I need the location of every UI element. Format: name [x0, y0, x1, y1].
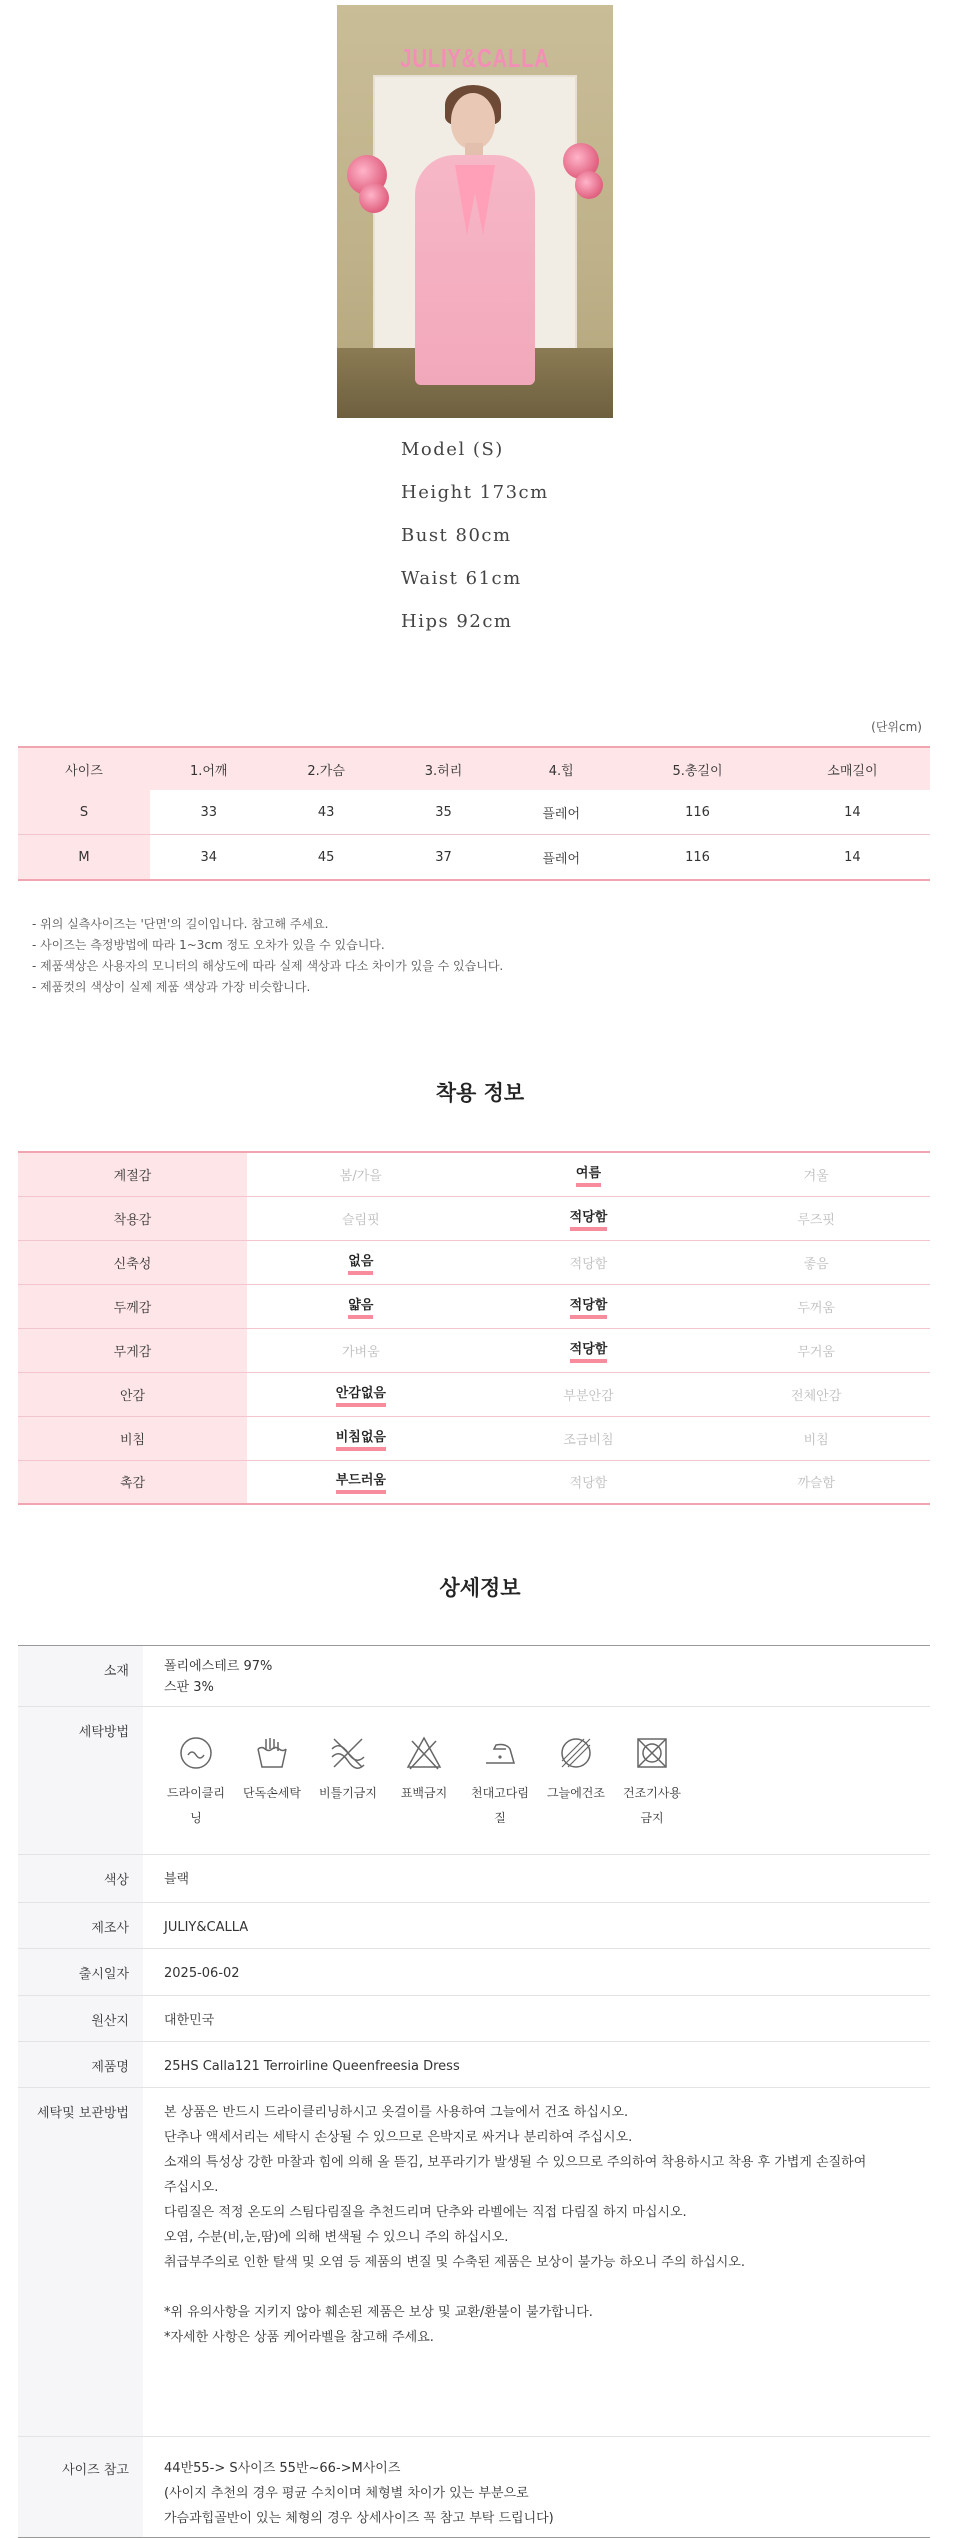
care-label: 단독손세탁 — [243, 1786, 301, 1800]
caution-line: *자세한 사항은 상품 케어라벨을 참고해 주세요. — [164, 2330, 434, 2345]
size-cell: 35 — [385, 790, 502, 835]
size-notes — [32, 914, 503, 998]
fit-option — [247, 1328, 475, 1372]
size-ref-line: (사이지 추천의 경우 평균 수치이며 체형별 차이가 있는 부분으로 — [164, 2486, 529, 2501]
fit-option-label: 봄/가을 — [339, 1168, 382, 1184]
size-unit: (단위cm) — [871, 720, 922, 734]
fit-option-label: 슬림핏 — [341, 1212, 380, 1228]
fit-option — [247, 1372, 475, 1416]
fit-row — [18, 1284, 930, 1328]
care-item — [164, 1733, 228, 1831]
care-label: 건조기사용금지 — [623, 1786, 681, 1825]
detail-row-care-guide — [18, 2088, 930, 2437]
size-cell: 14 — [775, 835, 930, 881]
fit-option-label: 비침없음 — [336, 1426, 386, 1451]
material-line: 스판 3% — [164, 1680, 214, 1695]
fit-option-label: 두꺼움 — [797, 1300, 835, 1316]
fit-option — [475, 1372, 703, 1416]
care-label: 드라이클리닝 — [167, 1786, 225, 1825]
care-item — [316, 1733, 380, 1831]
size-table-header — [18, 747, 930, 790]
detail-key: 원산지 — [18, 1996, 143, 2041]
detail-value: JULIY&CALLA — [164, 1920, 249, 1935]
detail-row-date — [18, 1949, 930, 1996]
fit-option — [475, 1416, 703, 1460]
detail-value: 대한민국 — [164, 2013, 215, 2028]
fit-option — [702, 1240, 930, 1284]
detail-row-maker — [18, 1903, 930, 1949]
fit-option — [247, 1460, 475, 1504]
fit-option-label: 적당함 — [570, 1294, 608, 1319]
iron-icon — [480, 1733, 520, 1773]
size-label: M — [18, 835, 150, 881]
size-cell: 14 — [775, 790, 930, 835]
care-item — [468, 1733, 532, 1831]
size-ref-line: 44반55-> S사이즈 55반~66->M사이즈 — [164, 2461, 401, 2476]
caution-line: *위 유의사항을 지키지 않아 훼손된 제품은 보상 및 교환/환불이 불가합니다. — [164, 2305, 593, 2320]
no-tumble-dry-icon — [632, 1733, 672, 1773]
detail-info-title: 상세정보 — [439, 1576, 521, 1600]
size-cell: 116 — [620, 790, 775, 835]
caution-line: 취급부주의로 인한 탈색 및 오염 등 제품의 변질 및 수축된 제품은 보상이 불가능 하오니 주의 하십시오. — [164, 2255, 745, 2270]
fit-option — [475, 1328, 703, 1372]
detail-row-care — [18, 1707, 930, 1855]
size-cell: 플레어 — [502, 835, 620, 881]
fit-option — [702, 1460, 930, 1504]
detail-key: 소재 — [18, 1646, 143, 1706]
fit-option-label: 겨울 — [803, 1168, 829, 1184]
note-line: - 위의 실측사이즈는 '단면'의 길이입니다. 참고해 주세요. — [32, 917, 329, 931]
detail-value — [143, 1707, 930, 1854]
material-line: 폴리에스테르 97% — [164, 1659, 273, 1674]
no-wring-icon — [328, 1733, 368, 1773]
fit-row — [18, 1196, 930, 1240]
fit-option-label: 무거움 — [797, 1344, 835, 1360]
fit-option-label: 비침 — [803, 1432, 829, 1448]
detail-info — [18, 1645, 930, 2538]
note-line: - 제품색상은 사용자의 모니터의 해상도에 따라 실제 색상과 다소 차이가 있을 수 있습니다. — [32, 959, 504, 973]
size-cell: 37 — [385, 835, 502, 881]
size-cell: 116 — [620, 835, 775, 881]
fit-option-label: 좋음 — [803, 1256, 829, 1272]
caution-line: 오염, 수분(비,눈,땀)에 의해 변색될 수 있으니 주의 하십시오. — [164, 2230, 509, 2245]
fit-label: 안감 — [18, 1372, 247, 1416]
size-cell: 43 — [267, 790, 384, 835]
caution-line: 단추나 액세서리는 세탁시 손상될 수 있으므로 은박지로 싸거나 분리하여 주십시오. — [164, 2130, 633, 2145]
detail-value: 2025-06-02 — [164, 1966, 240, 1981]
fit-option-label: 없음 — [348, 1250, 373, 1275]
fit-option — [702, 1152, 930, 1196]
fit-option-label: 여름 — [576, 1162, 601, 1187]
model-line: Model (S) — [401, 439, 504, 460]
model-line: Bust 80cm — [401, 525, 512, 546]
size-label: S — [18, 790, 150, 835]
detail-key: 색상 — [18, 1855, 143, 1902]
brand-logo: JULIY&CALLA — [400, 43, 550, 73]
fit-option — [247, 1196, 475, 1240]
fit-option-label: 까슬함 — [797, 1476, 835, 1492]
size-col-header: 소매길이 — [775, 747, 930, 790]
fit-option-label: 전체안감 — [791, 1388, 842, 1404]
detail-row-color — [18, 1855, 930, 1903]
fit-label: 착용감 — [18, 1196, 247, 1240]
fit-row — [18, 1460, 930, 1504]
care-item — [544, 1733, 608, 1831]
fit-option — [702, 1196, 930, 1240]
size-col-header: 1.어깨 — [150, 747, 267, 790]
detail-key: 세탁및 보관방법 — [18, 2088, 143, 2436]
fit-option-label: 적당함 — [569, 1256, 608, 1272]
fit-option-label: 루즈핏 — [797, 1212, 835, 1228]
fit-label: 무게감 — [18, 1328, 247, 1372]
size-col-header: 4.힙 — [502, 747, 620, 790]
fit-row — [18, 1416, 930, 1460]
fit-row — [18, 1240, 930, 1284]
care-label: 그늘에건조 — [547, 1786, 605, 1800]
size-col-header: 5.총길이 — [620, 747, 775, 790]
fit-label: 두께감 — [18, 1284, 247, 1328]
shade-dry-icon — [556, 1733, 596, 1773]
detail-key: 사이즈 참고 — [18, 2437, 143, 2537]
fit-option-label: 적당함 — [570, 1338, 608, 1363]
fit-info-title: 착용 정보 — [435, 1081, 525, 1105]
fit-row — [18, 1372, 930, 1416]
care-label: 비틀기금지 — [319, 1786, 377, 1800]
hand-wash-icon — [252, 1733, 292, 1773]
size-col-header: 3.허리 — [385, 747, 502, 790]
care-icons — [164, 1733, 930, 1831]
fit-row — [18, 1328, 930, 1372]
detail-key: 출시일자 — [18, 1949, 143, 1995]
size-cell: 45 — [267, 835, 384, 881]
caution-line: 주십시오. — [164, 2180, 219, 2195]
fit-option — [247, 1240, 475, 1284]
detail-key: 제조사 — [18, 1903, 143, 1948]
detail-value — [143, 2088, 930, 2436]
size-col-header: 사이즈 — [18, 747, 150, 790]
size-cell: 33 — [150, 790, 267, 835]
fit-option — [702, 1372, 930, 1416]
detail-row-size-ref — [18, 2437, 930, 2538]
detail-key: 세탁방법 — [18, 1707, 143, 1854]
fit-label: 촉감 — [18, 1460, 247, 1504]
fit-label: 신축성 — [18, 1240, 247, 1284]
detail-key: 제품명 — [18, 2042, 143, 2087]
fit-option — [247, 1152, 475, 1196]
fit-option — [702, 1284, 930, 1328]
model-line: Height 173cm — [401, 482, 549, 503]
fit-option — [475, 1284, 703, 1328]
fit-label: 계절감 — [18, 1152, 247, 1196]
detail-row-material — [18, 1646, 930, 1707]
care-label: 천대고다림질 — [471, 1786, 529, 1825]
table-row — [18, 790, 930, 835]
detail-value — [143, 2437, 930, 2537]
fit-option-label: 조금비침 — [563, 1432, 614, 1448]
fit-option — [475, 1152, 703, 1196]
note-line: - 사이즈는 측정방법에 따라 1~3cm 정도 오차가 있을 수 있습니다. — [32, 938, 385, 952]
caution-line: 소재의 특성상 강한 마찰과 힘에 의해 올 뜯김, 보푸라기가 발생될 수 있으므로 주의하여 착용하시고 착용 후 가볍게 손질하여 — [164, 2155, 867, 2170]
detail-row-origin — [18, 1996, 930, 2042]
fit-option — [475, 1460, 703, 1504]
care-item — [392, 1733, 456, 1831]
caution-line: 다림질은 적정 온도의 스팀다림질을 추천드리며 단추와 라벨에는 직접 다림질 하지 마십시오. — [164, 2205, 687, 2220]
fit-option-label: 부분안감 — [563, 1388, 614, 1404]
fit-row — [18, 1152, 930, 1196]
model-line: Hips 92cm — [401, 611, 513, 632]
fit-option-label: 안감없음 — [336, 1382, 386, 1407]
fit-option-label: 부드러움 — [336, 1469, 386, 1494]
fit-option — [702, 1416, 930, 1460]
size-ref-line: 가슴과힙골반이 있는 체형의 경우 상세사이즈 꼭 참고 부탁 드립니다) — [164, 2511, 554, 2526]
size-cell: 플레어 — [502, 790, 620, 835]
fit-option — [475, 1196, 703, 1240]
no-bleach-icon — [404, 1733, 444, 1773]
care-item — [240, 1733, 304, 1831]
fit-option — [247, 1284, 475, 1328]
model-info — [401, 440, 549, 655]
fit-label: 비침 — [18, 1416, 247, 1460]
fit-info-table — [18, 1151, 930, 1505]
model-photo — [337, 5, 613, 418]
note-line: - 제품컷의 색상이 실제 제품 색상과 가장 비슷합니다. — [32, 980, 311, 994]
detail-row-product — [18, 2042, 930, 2088]
care-item — [620, 1733, 684, 1831]
caution-line: 본 상품은 반드시 드라이클리닝하시고 옷걸이를 사용하여 그늘에서 건조 하십시오. — [164, 2105, 629, 2120]
detail-value: 25HS Calla121 Terroirline Queenfreesia Dress — [164, 2059, 460, 2074]
fit-option-label: 적당함 — [569, 1476, 608, 1492]
fit-option — [475, 1240, 703, 1284]
model-line: Waist 61cm — [401, 568, 522, 589]
detail-value — [143, 1646, 930, 1706]
detail-value: 블랙 — [164, 1872, 190, 1887]
table-row — [18, 835, 930, 881]
dry-clean-icon — [176, 1733, 216, 1773]
fit-option-label: 가벼움 — [341, 1344, 380, 1360]
fit-option-label: 적당함 — [570, 1206, 608, 1231]
fit-option — [702, 1328, 930, 1372]
care-label: 표백금지 — [400, 1786, 448, 1800]
size-col-header: 2.가슴 — [267, 747, 384, 790]
caution-line — [164, 2275, 930, 2300]
size-cell: 34 — [150, 835, 267, 881]
size-table — [18, 746, 930, 881]
fit-option-label: 얇음 — [348, 1294, 373, 1319]
fit-option — [247, 1416, 475, 1460]
